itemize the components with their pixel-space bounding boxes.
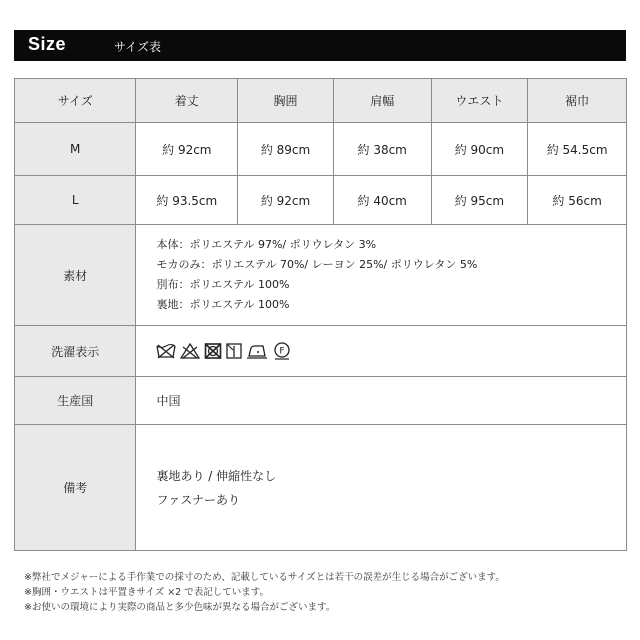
dry-clean-letter: F [279,346,286,357]
material-line: 本体：ポリエステル 97%/ ポリウレタン 3% [156,238,377,251]
column-header: ウエスト [431,79,528,123]
row-header-size-m: M [15,123,136,176]
material-line: モカのみ：ポリエステル 70%/ レーヨン 25%/ ポリウレタン 5% [156,258,478,271]
column-header: 裾巾 [528,79,627,123]
column-header: 肩幅 [333,79,431,123]
table-cell: 約 92cm [238,176,334,225]
material-line: 裏地：ポリエステル 100% [156,298,290,311]
size-subtitle: サイズ表 [114,40,162,54]
footnotes [24,570,505,615]
footnote-line: ※胸囲・ウエストは平置きサイズ ×2 で表記しています。 [24,587,269,598]
material-content [136,225,627,326]
note-line: ファスナーあり [156,492,240,507]
origin-row [15,377,627,425]
table-cell: 約 54.5cm [528,123,627,176]
table-cell: 約 90cm [431,123,528,176]
column-header: 胸囲 [238,79,334,123]
notes-content [136,425,627,551]
note-line: 裏地あり / 伸縮性なし [156,468,277,483]
care-label: 洗濯表示 [15,326,136,377]
table-cell: 約 95cm [431,176,528,225]
size-title: Size [28,34,67,54]
size-table [14,78,627,551]
material-line: 別布：ポリエステル 100% [156,278,290,291]
care-icons-cell [136,326,627,377]
no-bleach-icon [180,343,200,359]
table-row [15,123,627,176]
material-row [15,225,627,326]
material-label: 素材 [15,225,136,326]
column-header: サイズ [15,79,136,123]
row-header-size-l: L [15,176,136,225]
table-cell: 約 56cm [528,176,627,225]
care-row [15,326,627,377]
table-cell: 約 93.5cm [136,176,238,225]
footnote-line: ※弊社でメジャーによる手作業での採寸のため、記載しているサイズとは若干の誤差が生じる場合がございます。 [24,572,505,583]
dry-clean-f-icon [272,342,292,360]
origin-value: 中国 [136,377,627,425]
table-header-row [15,79,627,123]
size-header-bar [14,30,626,61]
notes-row [15,425,627,551]
no-tumble-dry-icon [204,343,222,359]
care-icons [156,342,626,360]
table-cell: 約 40cm [333,176,431,225]
footnote-line: ※お使いの環境により実際の商品と多少色味が異なる場合がございます。 [24,602,336,613]
notes-label: 備考 [15,425,136,551]
line-dry-shade-icon [226,343,242,359]
table-cell: 約 92cm [136,123,238,176]
no-wash-icon [156,343,176,359]
origin-label: 生産国 [15,377,136,425]
table-cell: 約 89cm [238,123,334,176]
table-row [15,176,627,225]
low-iron-icon [246,343,268,359]
column-header: 着丈 [136,79,238,123]
table-cell: 約 38cm [333,123,431,176]
